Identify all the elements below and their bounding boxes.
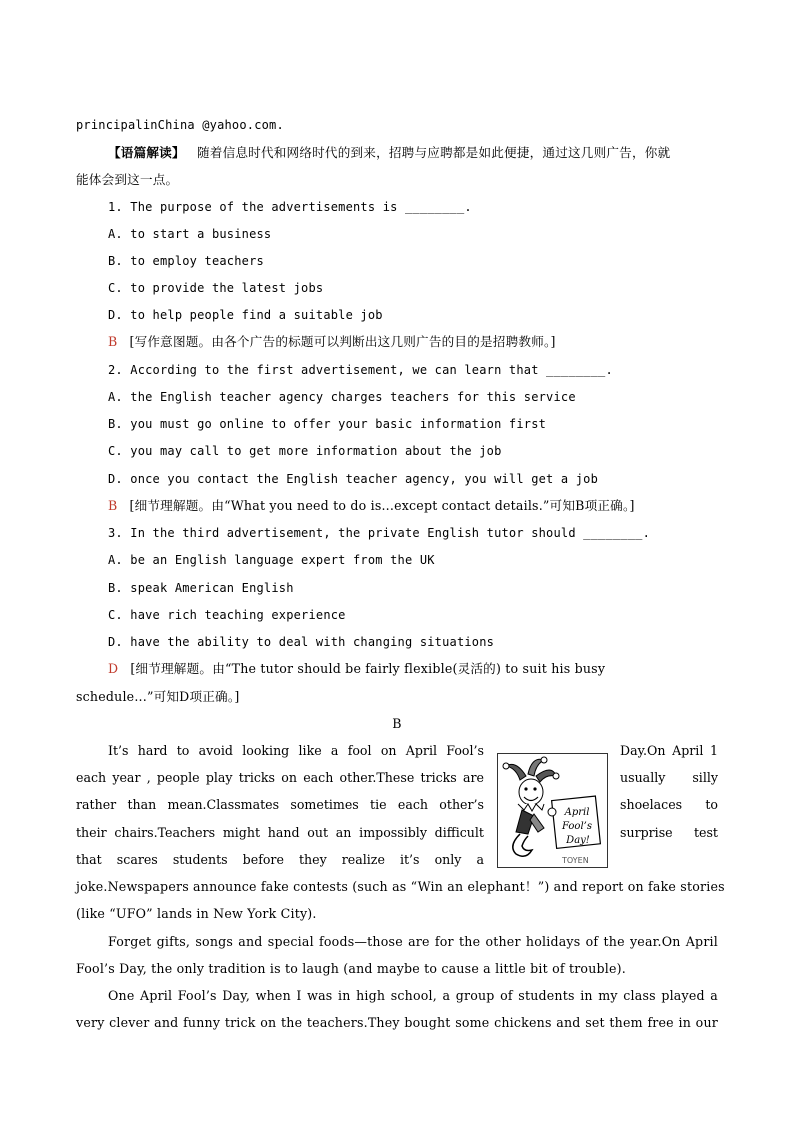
q3-option-c: C. have rich teaching experience <box>108 608 346 622</box>
q2-option-d: D. once you contact the English teacher agency, you will get a job <box>108 472 599 486</box>
reading-note-label: 【语篇解读】 <box>108 145 185 160</box>
q1-option-b: B. to employ teachers <box>108 254 264 268</box>
q3-explanation-2: schedule...”可知D项正确。] <box>76 689 240 704</box>
para3-line-1: One April Fool’s Day, when I was in high school, a group of students in my class played a <box>108 988 718 1003</box>
reading-note-line1 <box>108 145 750 161</box>
q3-answer: D <box>108 661 119 676</box>
q3-explanation-1: [细节理解题。由“The tutor should be fairly flexible(灵活的) to suit his busy <box>130 661 606 676</box>
wrap-left-line-3: rather than mean.Classmates sometimes tie each other’s <box>76 797 484 812</box>
q3-option-b: B. speak American English <box>108 581 294 595</box>
reading-note-line2: 能体会到这一点。 <box>76 172 179 187</box>
q2-answer-line <box>108 498 750 514</box>
wrap-right-line-3: shoelaces to <box>620 797 718 812</box>
email-line: principalinChina @yahoo.com. <box>76 118 284 132</box>
after-wrap-line-2: (like “UFO” lands in New York City). <box>76 906 317 921</box>
april-fools-cartoon <box>497 753 608 868</box>
wrap-left-line-1: It’s hard to avoid looking like a fool on April Fool’s <box>108 743 484 758</box>
question-3-stem: 3. In the third advertisement, the private English tutor should ________. <box>108 526 650 540</box>
sign-text-3: Day! <box>566 835 590 846</box>
q2-option-a: A. the English teacher agency charges teachers for this service <box>108 390 576 404</box>
q2-option-c: C. you may call to get more information about the job <box>108 444 502 458</box>
q1-answer-line <box>108 334 750 350</box>
sign-text-1: April <box>564 807 590 818</box>
q3-option-d: D. have the ability to deal with changing situations <box>108 635 495 649</box>
section-b-heading: B <box>392 716 402 731</box>
question-2-stem: 2. According to the first advertisement, we can learn that ________. <box>108 363 613 377</box>
q2-explanation: [细节理解题。由“What you need to do is...except contact details.”可知B项正确。] <box>129 498 635 513</box>
wrap-left-line-5: that scares students before they realize it’s only a <box>76 852 484 867</box>
wrap-right-line-1: Day.On April 1 <box>620 743 718 758</box>
q2-option-b: B. you must go online to offer your basic information first <box>108 417 547 431</box>
para2-line-1: Forget gifts, songs and special foods—those are for the other holidays of the year.On April <box>108 934 718 949</box>
wrap-left-line-4: their chairs.Teachers might hand out an impossibly difficult <box>76 825 484 840</box>
sign-text-2: Fool’s <box>562 821 592 832</box>
reading-note-text: 随着信息时代和网络时代的到来，招聘与应聘都是如此便捷，通过这几则广告，你就 <box>196 145 671 160</box>
para2-line-2: Fool’s Day, the only tradition is to laugh (and maybe to cause a little bit of trouble). <box>76 961 626 976</box>
wrap-left-line-2: each year , people play tricks on each other.These tricks are <box>76 770 484 785</box>
wrap-right-line-4: surprise test <box>620 825 718 840</box>
q1-answer: B <box>108 334 118 349</box>
artist-signature: TOYEN <box>562 856 589 865</box>
jester-illustration <box>498 754 607 867</box>
question-1-stem: 1. The purpose of the advertisements is ________. <box>108 200 472 214</box>
q1-option-c: C. to provide the latest jobs <box>108 281 324 295</box>
q3-answer-line <box>108 661 718 677</box>
wrap-right-line-2: usually silly <box>620 770 718 785</box>
q1-option-d: D. to help people find a suitable job <box>108 308 383 322</box>
para3-line-2: very clever and funny trick on the teachers.They bought some chickens and set them free in our <box>76 1015 718 1030</box>
after-wrap-line-1: joke.Newspapers announce fake contests (such as “Win an elephant！”) and report on fake stories <box>76 879 725 894</box>
q3-option-a: A. be an English language expert from the UK <box>108 553 435 567</box>
q1-explanation: [写作意图题。由各个广告的标题可以判断出这几则广告的目的是招聘教师。] <box>129 334 556 349</box>
q2-answer: B <box>108 498 118 513</box>
q1-option-a: A. to start a business <box>108 227 272 241</box>
